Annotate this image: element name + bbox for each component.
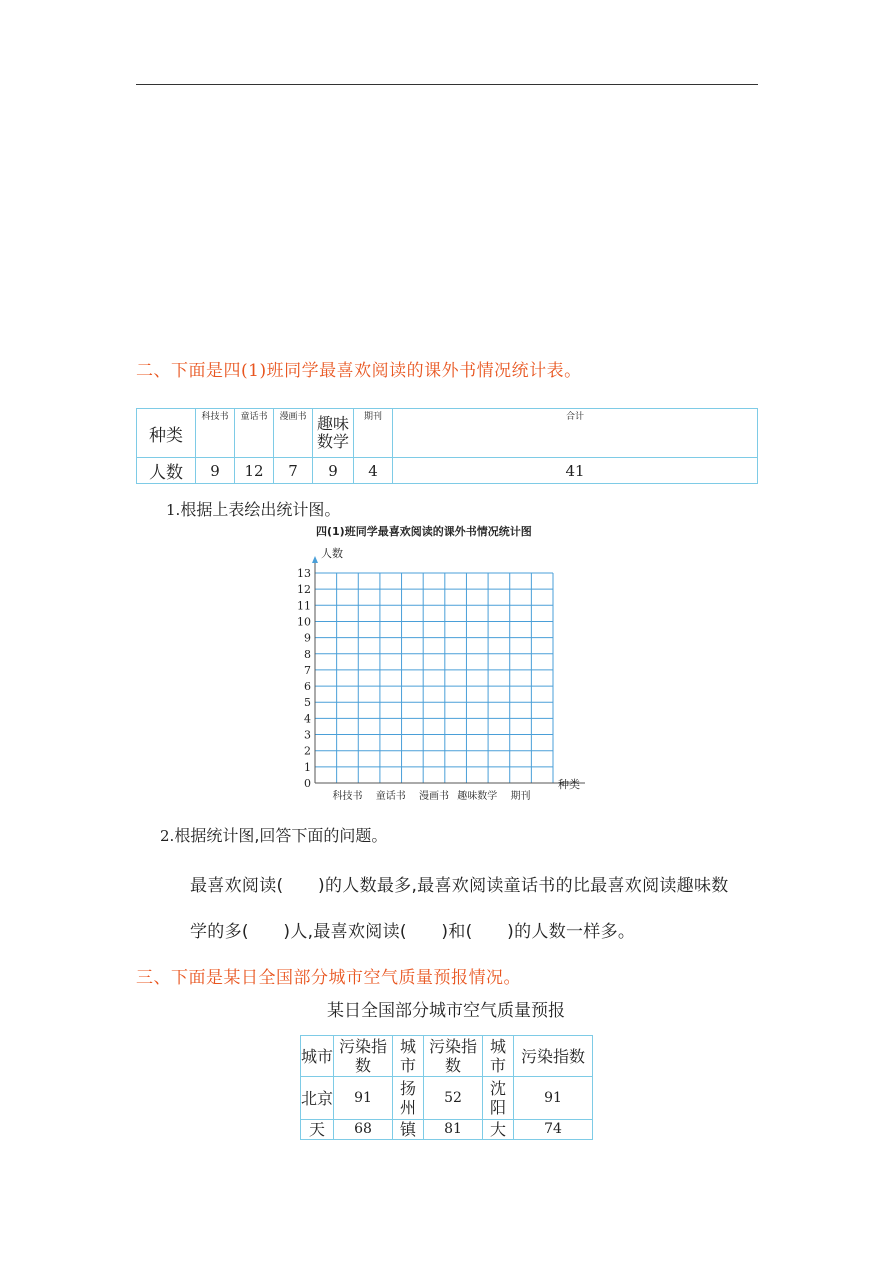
bar-chart-grid bbox=[290, 545, 610, 805]
header-index-1: 污染指数 bbox=[334, 1036, 393, 1077]
city-cell: 北京 bbox=[301, 1077, 334, 1120]
table-row-header-count: 人数 bbox=[137, 458, 196, 484]
cell-total: 41 bbox=[393, 458, 758, 484]
section3-heading: 三、下面是某日全国部分城市空气质量预报情况。 bbox=[136, 968, 521, 988]
section2-heading: 二、下面是四(1)班同学最喜欢阅读的课外书情况统计表。 bbox=[136, 361, 582, 381]
y-tick-label: 7 bbox=[304, 663, 311, 677]
col-header-total: 合计 bbox=[393, 409, 758, 458]
cell-comic: 7 bbox=[274, 458, 313, 484]
y-tick-label: 11 bbox=[297, 599, 311, 613]
col-header-math: 趣味数学 bbox=[313, 409, 354, 458]
cell-science: 9 bbox=[196, 458, 235, 484]
y-tick-label: 6 bbox=[304, 680, 311, 694]
x-tick-label: 科技书 bbox=[332, 791, 363, 802]
table-row-header-type: 种类 bbox=[137, 409, 196, 458]
question-2-line-2: 学的多( )人,最喜欢阅读( )和( )的人数一样多。 bbox=[190, 922, 636, 942]
y-axis-label: 人数 bbox=[321, 547, 343, 560]
city-cell: 镇 bbox=[393, 1120, 424, 1140]
y-tick-label: 3 bbox=[304, 728, 311, 742]
col-header-science: 科技书 bbox=[196, 409, 235, 458]
index-cell: 81 bbox=[424, 1120, 483, 1140]
x-tick-label: 趣味数学 bbox=[457, 791, 498, 802]
x-axis-label: 种类 bbox=[558, 778, 580, 791]
y-tick-label: 5 bbox=[304, 696, 311, 710]
city-cell: 沈阳 bbox=[483, 1077, 514, 1120]
table-row bbox=[301, 1120, 593, 1140]
col-header-journal: 期刊 bbox=[354, 409, 393, 458]
header-city-3: 城市 bbox=[483, 1036, 514, 1077]
city-cell: 扬州 bbox=[393, 1077, 424, 1120]
x-tick-label: 期刊 bbox=[510, 791, 531, 802]
y-tick-label: 0 bbox=[304, 777, 311, 790]
top-rule bbox=[136, 84, 758, 85]
header-city-1: 城市 bbox=[301, 1036, 334, 1077]
question-2-line-1: 最喜欢阅读( )的人数最多,最喜欢阅读童话书的比最喜欢阅读趣味数 bbox=[190, 876, 729, 896]
index-cell: 91 bbox=[514, 1077, 593, 1120]
y-tick-label: 12 bbox=[297, 583, 311, 597]
index-cell: 74 bbox=[514, 1120, 593, 1140]
y-tick-label: 9 bbox=[304, 631, 311, 645]
table-row bbox=[301, 1077, 593, 1120]
question-2 bbox=[160, 823, 387, 846]
y-tick-label: 4 bbox=[304, 712, 311, 726]
cell-journal: 4 bbox=[354, 458, 393, 484]
question-1-text: 根据上表绘出统计图。 bbox=[180, 500, 341, 519]
book-stats-table bbox=[136, 408, 758, 484]
air-quality-table-title: 某日全国部分城市空气质量预报 bbox=[327, 1001, 565, 1021]
y-tick-label: 13 bbox=[297, 567, 311, 580]
x-tick-label: 漫画书 bbox=[419, 791, 449, 802]
index-cell: 68 bbox=[334, 1120, 393, 1140]
y-tick-label: 1 bbox=[304, 760, 311, 774]
question-1 bbox=[166, 497, 340, 520]
question-2-text: 根据统计图,回答下面的问题。 bbox=[174, 826, 388, 845]
cell-fairytale: 12 bbox=[235, 458, 274, 484]
question-2-number: 2. bbox=[160, 827, 175, 845]
header-city-2: 城市 bbox=[393, 1036, 424, 1077]
cell-math: 9 bbox=[313, 458, 354, 484]
y-tick-label: 10 bbox=[297, 615, 311, 629]
y-axis-arrow-icon bbox=[312, 556, 318, 563]
index-cell: 52 bbox=[424, 1077, 483, 1120]
air-quality-table bbox=[300, 1035, 593, 1140]
header-index-3: 污染指数 bbox=[514, 1036, 593, 1077]
city-cell: 大 bbox=[483, 1120, 514, 1140]
header-index-2: 污染指数 bbox=[424, 1036, 483, 1077]
question-1-number: 1. bbox=[166, 501, 181, 519]
col-header-comic: 漫画书 bbox=[274, 409, 313, 458]
index-cell: 91 bbox=[334, 1077, 393, 1120]
x-tick-label: 童话书 bbox=[375, 791, 406, 802]
city-cell: 天 bbox=[301, 1120, 334, 1140]
y-tick-label: 2 bbox=[304, 744, 311, 758]
y-tick-label: 8 bbox=[304, 647, 311, 661]
chart-title: 四(1)班同学最喜欢阅读的课外书情况统计图 bbox=[316, 525, 532, 538]
col-header-fairytale: 童话书 bbox=[235, 409, 274, 458]
